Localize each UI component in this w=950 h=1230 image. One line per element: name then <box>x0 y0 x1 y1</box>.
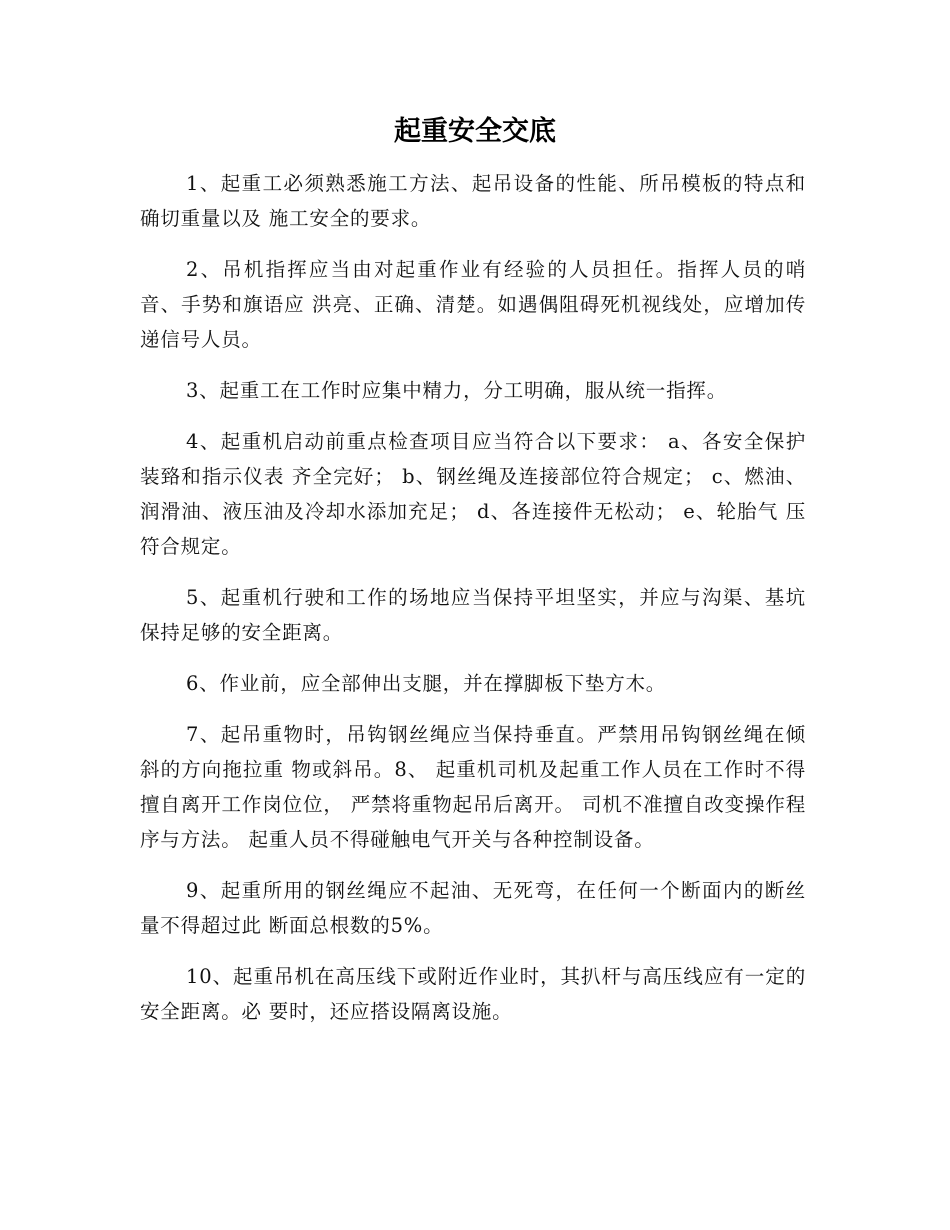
paragraph-4: 4、起重机启动前重点检查项目应当符合以下要求： a、各安全保护装臵和指示仪表 齐全完好； b、钢丝绳及连接部位符合规定； c、燃油、润滑油、液压油及冷却水添加充足； d、各连接件无松动； e、轮胎气 压符合规定。 <box>140 430 806 558</box>
paragraph-9: 9、起重所用的钢丝绳应不起油、无死弯，在任何一个断面内的断丝量不得超过此 断面总根数的5%。 <box>140 879 806 937</box>
paragraph-5: 5、起重机行驶和工作的场地应当保持平坦坚实，并应与沟渠、基坑保持足够的安全距离。 <box>140 586 806 644</box>
paragraph-7: 7、起吊重物时，吊钩钢丝绳应当保持垂直。严禁用吊钩钢丝绳在倾斜的方向拖拉重 物或斜吊。8、 起重机司机及起重工作人员在工作时不得擅自离开工作岗位位， 严禁将重物起吊后离开。 司机不准擅自改变操作程序与方法。 起重人员不得碰触电气开关与各种控制设备。 <box>140 723 806 851</box>
document-title: 起重安全交底 <box>394 116 556 147</box>
paragraph-2: 2、吊机指挥应当由对起重作业有经验的人员担任。指挥人员的哨音、手势和旗语应 洪亮、正确、清楚。如遇偶阻碍死机视线处，应增加传递信号人员。 <box>140 258 806 351</box>
document-body <box>140 166 806 1045</box>
paragraph-1: 1、起重工必须熟悉施工方法、起吊设备的性能、所吊模板的特点和确切重量以及 施工安全的要求。 <box>140 172 806 230</box>
paragraph-6: 6、作业前，应全部伸出支腿，并在撑脚板下垫方木。 <box>186 672 667 695</box>
paragraph-10: 10、起重吊机在高压线下或附近作业时，其扒杆与高压线应有一定的安全距离。必 要时，还应搭设隔离设施。 <box>140 965 806 1023</box>
paragraph-3: 3、起重工在工作时应集中精力，分工明确，服从统一指挥。 <box>186 379 728 402</box>
